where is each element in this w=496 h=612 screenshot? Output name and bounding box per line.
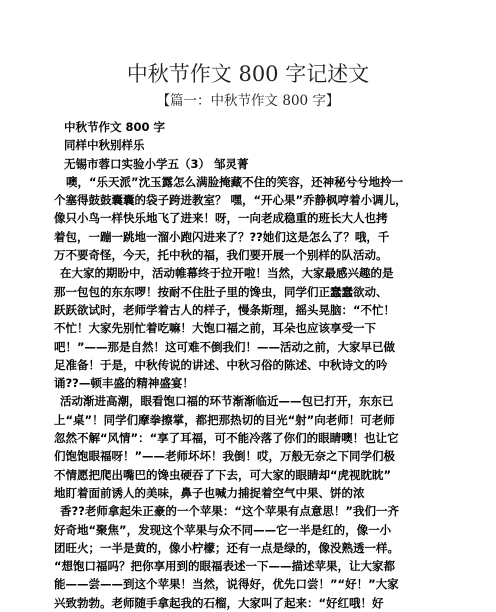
essay-heading: 中秋节作文 800 字 xyxy=(64,120,166,134)
body-line: 们饱饱眼福呀！”——老师坏坏！我倒！哎，万般无奈之下同学们极 xyxy=(54,449,396,464)
body-line: 吧！”——那是自然！这可难不倒我们！——活动之前，大家早已做 xyxy=(54,339,396,354)
body-line: “想饱口福吗？把你享用到的眼福表述一下——描述苹果，让大家都 xyxy=(54,559,396,574)
body-line: 个塞得鼓鼓囊囊的袋子跨进教室？ 嘿，“开心果”乔静枫哼着小调儿， xyxy=(54,193,407,208)
body-line: 着包，一蹦一跳地一溜小跑闪进来了？??她们这是怎么了？哦，千 xyxy=(54,229,390,244)
body-line: 不情愿把爬出嘴巴的馋虫硬吞了下去，可大家的眼睛却“虎视眈眈” xyxy=(54,467,392,482)
document-body xyxy=(54,118,448,612)
body-line: 跃跃欲试时，老师学着古人的样子，慢条斯理，摇头晃脑：“不忙！ xyxy=(54,302,396,317)
body-line: 兴致勃勃。老师随手拿起我的石榴，大家叫了起来：“好红哦！好 xyxy=(54,595,384,610)
essay-author: 无锡市蓉口实验小学五（3） 邹灵菁 xyxy=(64,156,249,171)
document-subtitle: 【篇一：中秋节作文 800 字】 xyxy=(156,93,340,109)
body-line: 诵??—顿丰盛的精神盛宴！ xyxy=(54,376,194,391)
body-line: 足准备！于是，中秋传说的讲述、中秋习俗的陈述、中秋诗文的吟 xyxy=(54,357,388,372)
body-line: 能——尝——到这个苹果！当然，说得好，优先口尝！”“好！”大家 xyxy=(54,577,399,592)
body-line: 那一包包的东东啰！按耐不住肚子里的馋虫，同学们正蠢蠢欲动、 xyxy=(54,284,388,299)
body-line: 好奇地“聚焦”，发现这个苹果与众不同——它一半是红的，像一小 xyxy=(54,522,392,537)
body-line: 在大家的期盼中，活动帷幕终于拉开啦！当然，大家最感兴趣的是 xyxy=(60,266,394,281)
body-line: 万不要奇怪，今天，托中秋的福，我们要开展一个别样的队活动。 xyxy=(54,248,388,263)
body-line: 上“桌”！同学们摩拳擦掌，都把那热切的目光“射”向老师！可老师 xyxy=(54,412,395,427)
body-line: 团旺火；一半是黄的，像小柠檬；还有一点是绿的，像没熟透一样。 xyxy=(54,540,399,555)
body-line: 噢，“乐天派”沈玉露怎么满脸掩藏不住的笑容，还神秘兮兮地拎一 xyxy=(66,174,404,189)
essay-subheading: 同样中秋别样乐 xyxy=(64,138,145,153)
body-line: 不忙！大家先别忙着吃嘛！大饱口福之前，耳朵也应该享受一下 xyxy=(54,321,376,336)
body-line: 地盯着面前诱人的美味，鼻子也喊力捕捉着空气中果、饼的浓 xyxy=(54,485,365,500)
body-line: 像只小鸟一样快乐地飞了进来！呀，一向老成稳重的班长大人也拷 xyxy=(54,211,388,226)
body-line: 活动渐进高潮，眼看饱口福的环节渐渐临近——包已打开，东东已 xyxy=(60,394,394,409)
document-title: 中秋节作文 800 字记述文 xyxy=(126,62,370,86)
body-line: 香??老师拿起朱正豪的一个苹果：“这个苹果有点意思！”我们一齐 xyxy=(60,504,399,519)
body-line: 忽然不解“风情”：“享了耳福，可不能冷落了你们的眼睛噢！也让它 xyxy=(54,431,399,446)
